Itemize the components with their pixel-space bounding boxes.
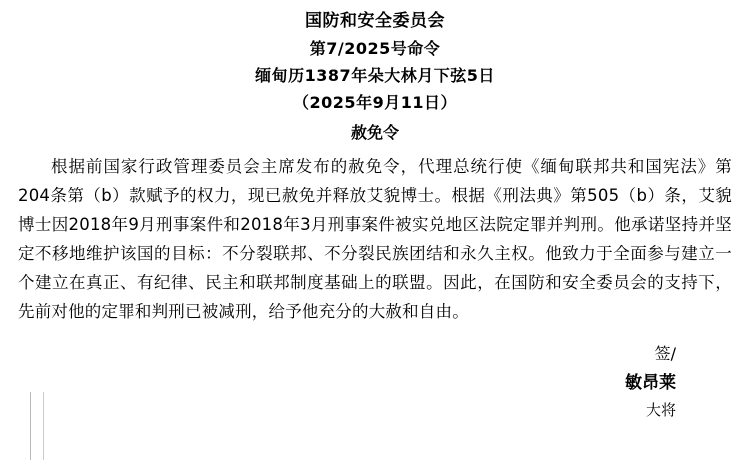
header-line-organization: 国防和安全委员会	[305, 11, 445, 31]
document-body: 根据前国家行政管理委员会主席发布的赦免令，代理总统行使《缅甸联邦共和国宪法》第204条第（b）款赋予的权力，现已赦免并释放艾貌博士。根据《刑法典》第505（b）条，艾貌博士因2018年9月刑事案件和2018年3月刑事案件被实兑地区法院定罪并判刑。他承诺坚持并坚定不移地维护该国的目标：不分裂联邦、不分裂民族团结和永久主权。他致力于全面参与建立一个建立在真正、有纪律、民主和联邦制度基础上的联盟。因此，在国防和安全委员会的支持下，先前对他的定罪和判刑已被减刑，给予他充分的大赦和自由。	[18, 157, 732, 321]
header-line-gregorian-date: （2025年9月11日）	[293, 93, 457, 112]
header-line-burmese-date: 缅甸历1387年朵大林月下弦5日	[255, 66, 495, 85]
document-title: 赦免令	[350, 123, 399, 142]
signatory-name: 敏昂莱	[625, 373, 676, 393]
signature-block	[18, 340, 732, 422]
header-line-order-number: 第7/2025号命令	[309, 39, 441, 58]
signatory-title: 大将	[645, 401, 676, 419]
signature-line: 签/	[654, 344, 676, 363]
